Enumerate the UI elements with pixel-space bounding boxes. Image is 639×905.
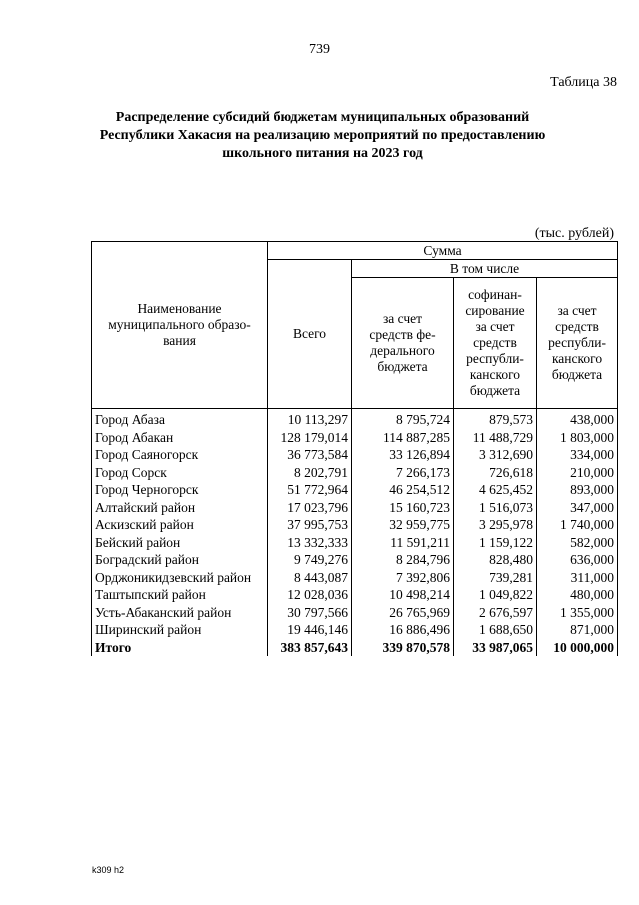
cell-name: Алтайский район	[92, 499, 268, 517]
table-row	[92, 446, 618, 464]
cell-total: 128 179,014	[268, 429, 352, 447]
table-row	[92, 586, 618, 604]
table-label: Таблица 38	[550, 75, 617, 90]
cell-total: 36 773,584	[268, 446, 352, 464]
cell-name: Таштыпский район	[92, 586, 268, 604]
cell-federal: 114 887,285	[352, 429, 454, 447]
cell-cofin: 4 625,452	[454, 481, 537, 499]
document-title	[60, 109, 585, 163]
cell-federal: 26 765,969	[352, 604, 454, 622]
cell-name: Итого	[92, 639, 268, 657]
cell-republic: 480,000	[537, 586, 618, 604]
cell-name: Город Сорск	[92, 464, 268, 482]
cell-cofin: 828,480	[454, 551, 537, 569]
cell-republic: 334,000	[537, 446, 618, 464]
cell-federal: 15 160,723	[352, 499, 454, 517]
cell-cofin: 1 516,073	[454, 499, 537, 517]
cell-total: 13 332,333	[268, 534, 352, 552]
cell-republic: 582,000	[537, 534, 618, 552]
cell-republic: 10 000,000	[537, 639, 618, 657]
cell-name: Орджоникидзевский район	[92, 569, 268, 587]
cell-republic: 636,000	[537, 551, 618, 569]
page-number: 739	[309, 42, 330, 57]
header-cofinancing: софинан-сирование за счет средств республи-канского бюджета	[454, 278, 537, 409]
cell-cofin: 3 295,978	[454, 516, 537, 534]
table-row	[92, 569, 618, 587]
cell-federal: 33 126,894	[352, 446, 454, 464]
cell-federal: 11 591,211	[352, 534, 454, 552]
cell-cofin: 1 688,650	[454, 621, 537, 639]
cell-total: 12 028,036	[268, 586, 352, 604]
cell-total: 10 113,297	[268, 409, 352, 429]
cell-cofin: 33 987,065	[454, 639, 537, 657]
table-row	[92, 534, 618, 552]
cell-name: Боградский район	[92, 551, 268, 569]
cell-republic: 1 355,000	[537, 604, 618, 622]
cell-cofin: 1 049,822	[454, 586, 537, 604]
cell-republic: 1 803,000	[537, 429, 618, 447]
cell-cofin: 726,618	[454, 464, 537, 482]
cell-federal: 32 959,775	[352, 516, 454, 534]
cell-name: Ширинский район	[92, 621, 268, 639]
cell-federal: 8 795,724	[352, 409, 454, 429]
cell-federal: 7 392,806	[352, 569, 454, 587]
total-row	[92, 639, 618, 657]
cell-republic: 438,000	[537, 409, 618, 429]
cell-name: Город Черногорск	[92, 481, 268, 499]
cell-total: 30 797,566	[268, 604, 352, 622]
cell-name: Аскизский район	[92, 516, 268, 534]
cell-cofin: 739,281	[454, 569, 537, 587]
header-including: В том числе	[352, 260, 618, 278]
cell-federal: 8 284,796	[352, 551, 454, 569]
title-line-2: Республики Хакасия на реализацию мероприятий по предоставлению	[99, 128, 546, 143]
header-republican: за счет средств республи-канского бюджета	[537, 278, 618, 409]
cell-republic: 1 740,000	[537, 516, 618, 534]
cell-total: 19 446,146	[268, 621, 352, 639]
header-federal: за счет средств фе-дерального бюджета	[352, 278, 454, 409]
title-line-3: школьного питания на 2023 год	[222, 146, 423, 161]
cell-cofin: 11 488,729	[454, 429, 537, 447]
table-row	[92, 464, 618, 482]
cell-cofin: 879,573	[454, 409, 537, 429]
cell-total: 17 023,796	[268, 499, 352, 517]
cell-republic: 347,000	[537, 499, 618, 517]
cell-total: 37 995,753	[268, 516, 352, 534]
table-row	[92, 409, 618, 429]
cell-name: Бейский район	[92, 534, 268, 552]
table-row	[92, 481, 618, 499]
cell-name: Усть-Абаканский район	[92, 604, 268, 622]
header-sum: Сумма	[268, 242, 618, 260]
cell-cofin: 3 312,690	[454, 446, 537, 464]
footer-code: k309 h2	[92, 865, 125, 875]
cell-total: 51 772,964	[268, 481, 352, 499]
cell-federal: 16 886,496	[352, 621, 454, 639]
cell-total: 383 857,643	[268, 639, 352, 657]
cell-cofin: 2 676,597	[454, 604, 537, 622]
cell-name: Город Абаза	[92, 409, 268, 429]
units-label: (тыс. рублей)	[534, 226, 614, 241]
cell-republic: 871,000	[537, 621, 618, 639]
cell-federal: 10 498,214	[352, 586, 454, 604]
cell-name: Город Саяногорск	[92, 446, 268, 464]
title-line-1: Распределение субсидий бюджетам муниципальных образований	[115, 110, 530, 125]
cell-cofin: 1 159,122	[454, 534, 537, 552]
cell-name: Город Абакан	[92, 429, 268, 447]
header-total: Всего	[268, 260, 352, 409]
cell-total: 8 202,791	[268, 464, 352, 482]
subsidy-table	[91, 241, 618, 656]
table-row	[92, 621, 618, 639]
cell-republic: 311,000	[537, 569, 618, 587]
cell-federal: 46 254,512	[352, 481, 454, 499]
cell-federal: 7 266,173	[352, 464, 454, 482]
table-row	[92, 604, 618, 622]
cell-republic: 210,000	[537, 464, 618, 482]
table-row	[92, 516, 618, 534]
table-row	[92, 429, 618, 447]
cell-total: 9 749,276	[268, 551, 352, 569]
cell-federal: 339 870,578	[352, 639, 454, 657]
table-row	[92, 551, 618, 569]
cell-republic: 893,000	[537, 481, 618, 499]
cell-total: 8 443,087	[268, 569, 352, 587]
table-row	[92, 499, 618, 517]
header-name: Наименование муниципального образо-вания	[92, 242, 268, 409]
